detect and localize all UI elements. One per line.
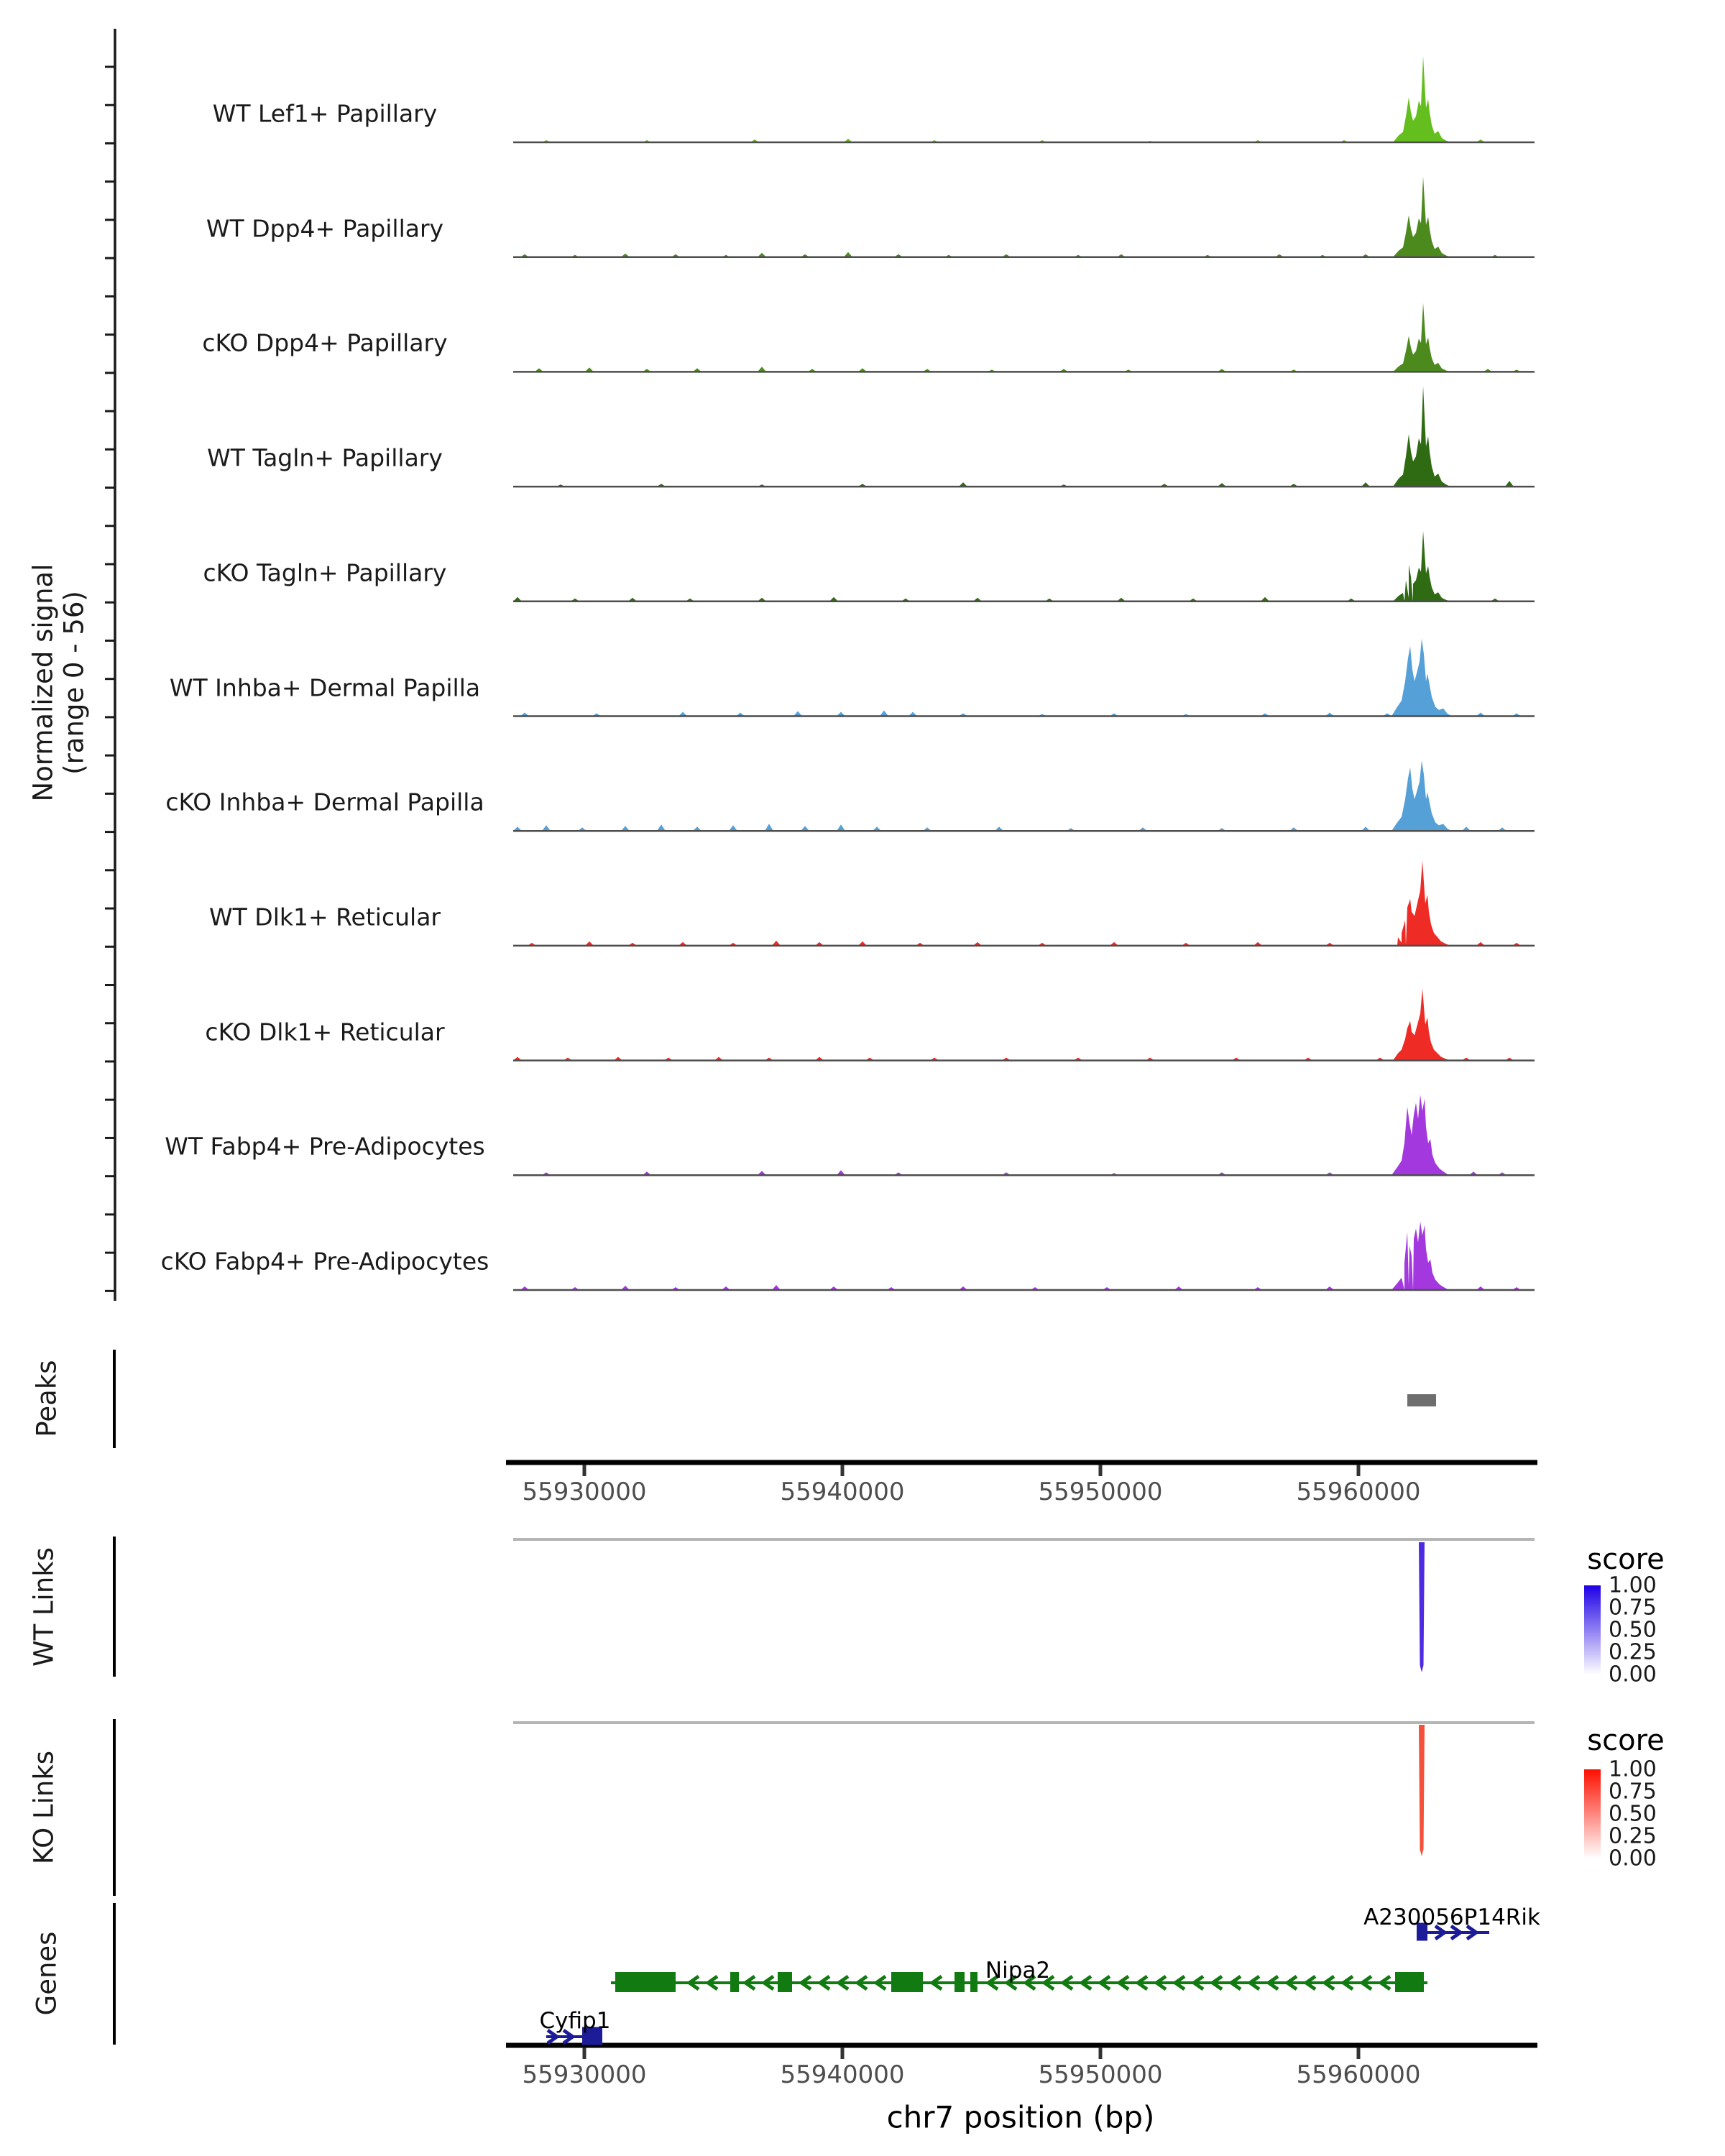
wt-score-legend-label: 0.50	[1609, 1617, 1657, 1643]
wt-score-legend-label: 0.00	[1609, 1662, 1657, 1687]
track-label-9: cKO Dlk1+ Reticular	[205, 1018, 445, 1046]
coverage-signal-9	[513, 989, 1535, 1061]
gene-exon-nipa2	[1395, 1972, 1424, 1992]
ko-score-gradient-bar	[1584, 1769, 1601, 1858]
track-label-3: cKO Dpp4+ Papillary	[202, 328, 448, 357]
gene-exon-nipa2	[891, 1972, 923, 1992]
genome-ruler-tick-label: 55930000	[522, 1478, 647, 1506]
track-label-5: cKO Tagln+ Papillary	[203, 558, 447, 587]
gene-exon-nipa2	[730, 1972, 739, 1992]
wt-links-section-label: WT Links	[28, 1547, 60, 1667]
coverage-signal-6	[513, 639, 1535, 717]
y-axis-label	[28, 563, 89, 801]
genome-ruler-tick-label: 55960000	[1296, 2060, 1421, 2089]
coverage-signal-4	[513, 386, 1535, 487]
gene-label-a230056p14rik: A230056P14Rik	[1363, 1904, 1540, 1930]
genome-ruler-tick-label: 55940000	[780, 2060, 905, 2089]
ko-score-legend-label: 0.75	[1609, 1779, 1657, 1805]
ko-score-legend-label: 1.00	[1609, 1756, 1657, 1782]
gene-label-cyfip1: Cyfip1	[539, 2008, 611, 2034]
coverage-signal-3	[513, 303, 1535, 372]
x-axis-title: chr7 position (bp)	[886, 2099, 1155, 2135]
genome-ruler-tick-label: 55950000	[1038, 2060, 1163, 2089]
track-label-7: cKO Inhba+ Dermal Papilla	[165, 788, 484, 816]
wt-score-legend-label: 0.25	[1609, 1639, 1657, 1665]
coverage-signal-5	[513, 531, 1535, 602]
track-label-8: WT Dlk1+ Reticular	[209, 903, 441, 931]
coverage-signal-10	[513, 1095, 1535, 1175]
track-label-2: WT Dpp4+ Papillary	[206, 214, 444, 243]
track-label-11: cKO Fabp4+ Pre-Adipocytes	[160, 1247, 489, 1276]
coverage-signal-7	[513, 760, 1535, 831]
genome-ruler-tick-label: 55940000	[780, 1478, 905, 1506]
track-label-6: WT Inhba+ Dermal Papilla	[169, 673, 481, 702]
ko-score-legend-label: 0.50	[1609, 1801, 1657, 1827]
track-label-10: WT Fabp4+ Pre-Adipocytes	[165, 1132, 485, 1161]
ko-score-legend-label: 0.25	[1609, 1823, 1657, 1849]
ko-link-line	[1419, 1725, 1425, 1856]
gene-label-nipa2: Nipa2	[985, 1958, 1051, 1984]
y-axis-label-line1: Normalized signal	[27, 563, 59, 802]
y-axis-label-line2: (range 0 - 56)	[58, 591, 89, 775]
wt-score-legend-label: 1.00	[1609, 1572, 1657, 1598]
gene-exon-nipa2	[970, 1972, 978, 1992]
genome-ruler-tick-label: 55950000	[1038, 1478, 1163, 1506]
gene-exon-nipa2	[778, 1972, 792, 1992]
wt-link-line	[1419, 1542, 1425, 1672]
wt-score-legend-title: score	[1587, 1543, 1665, 1576]
coverage-signal-8	[513, 861, 1535, 946]
genome-ruler-tick-label: 55930000	[522, 2060, 647, 2089]
coverage-signal-2	[513, 177, 1535, 257]
coverage-signal-11	[513, 1222, 1535, 1290]
track-label-4: WT Tagln+ Papillary	[207, 443, 443, 472]
ko-score-legend-label: 0.00	[1609, 1846, 1657, 1871]
peak-call-rect	[1407, 1394, 1436, 1406]
gene-exon-nipa2	[954, 1972, 965, 1992]
wt-score-gradient-bar	[1584, 1585, 1601, 1674]
peaks-section-label: Peaks	[31, 1360, 63, 1437]
gene-exon-nipa2	[615, 1972, 676, 1992]
ko-score-legend-title: score	[1587, 1724, 1665, 1757]
coverage-signal-1	[513, 56, 1535, 142]
genes-section-label: Genes	[31, 1931, 63, 2016]
wt-score-legend-label: 0.75	[1609, 1595, 1657, 1621]
genome-ruler-tick-label: 55960000	[1296, 1478, 1421, 1506]
ko-links-section-label: KO Links	[28, 1750, 60, 1865]
track-label-1: WT Lef1+ Papillary	[212, 99, 438, 128]
